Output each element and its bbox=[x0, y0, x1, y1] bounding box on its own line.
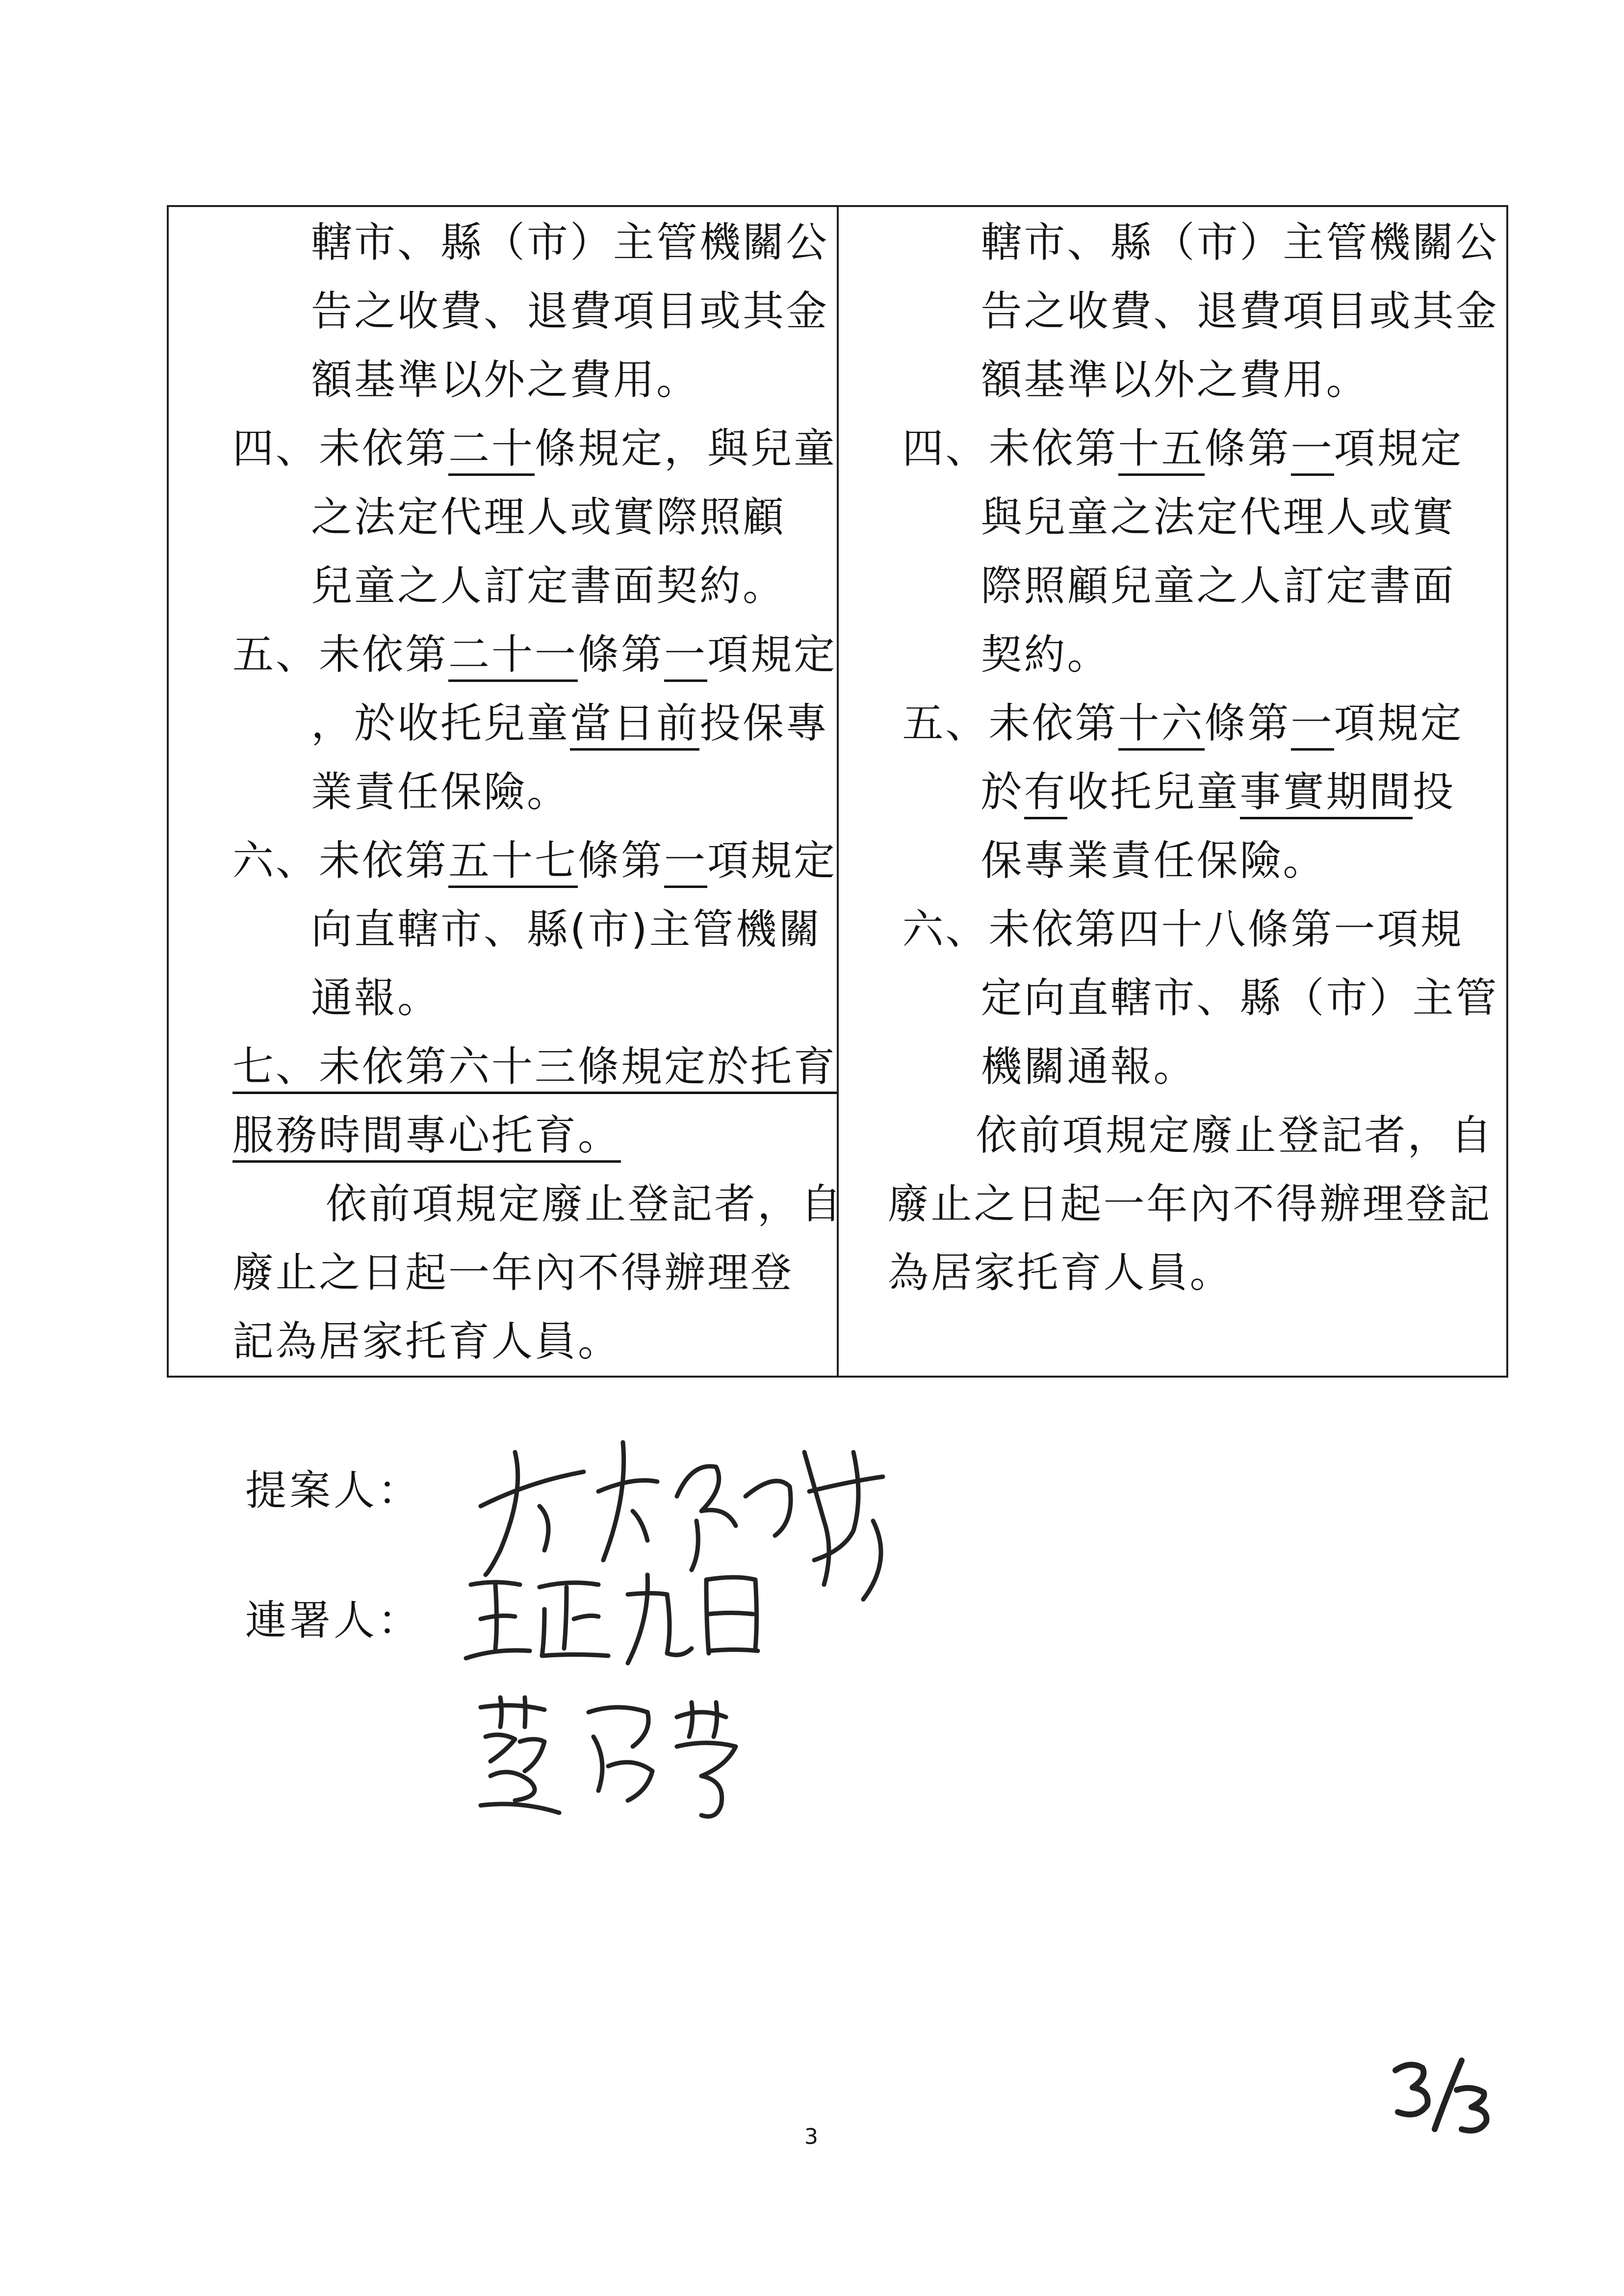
text-segment: 項規定 bbox=[1334, 699, 1464, 747]
underlined-amendment-text: 事實期間 bbox=[1240, 768, 1413, 819]
left-text-line bbox=[326, 1179, 844, 1228]
left-text-line bbox=[232, 1317, 621, 1366]
text-segment: 機關通報。 bbox=[980, 1043, 1197, 1091]
text-segment: ，於收托兒童 bbox=[311, 699, 570, 747]
text-segment: 告之收費、退費項目或其金 bbox=[311, 287, 829, 335]
text-segment: 條規定，與兒童 bbox=[535, 424, 837, 472]
text-segment: 際照顧兒童之人訂定書面 bbox=[980, 562, 1456, 610]
text-segment: 五、未依第 bbox=[902, 699, 1118, 747]
underlined-amendment-text: 當日前 bbox=[570, 699, 699, 751]
text-segment: 額基準以外之費用。 bbox=[980, 356, 1369, 404]
cosigner-signature-wang bbox=[461, 1565, 795, 1678]
table-column-right bbox=[839, 207, 1507, 1376]
right-text-line bbox=[888, 1248, 1233, 1297]
text-segment: 廢止之日起一年內不得辦理登記 bbox=[887, 1180, 1492, 1228]
underlined-amendment-text: 二十 bbox=[448, 424, 535, 476]
text-segment: 轄市、縣（市）主管機關公 bbox=[311, 218, 829, 266]
text-segment: 投保專 bbox=[699, 699, 829, 747]
text-segment: 契約。 bbox=[980, 630, 1110, 678]
text-segment: 六、未依第 bbox=[232, 836, 449, 885]
right-text-line bbox=[981, 767, 1456, 816]
right-text-line bbox=[902, 699, 1464, 748]
text-segment: 向直轄市、縣(市)主管機關 bbox=[311, 905, 822, 953]
text-segment: 條第 bbox=[1204, 699, 1291, 747]
left-text-line bbox=[232, 424, 837, 473]
right-text-line bbox=[902, 424, 1464, 473]
right-text-line bbox=[981, 287, 1499, 336]
text-segment: 五、未依第 bbox=[232, 630, 449, 678]
underlined-amendment-text: 二十一 bbox=[448, 630, 578, 682]
underlined-amendment-text: 一 bbox=[1291, 424, 1334, 476]
right-text-line bbox=[981, 630, 1110, 679]
right-text-line bbox=[981, 561, 1456, 610]
underlined-amendment-text: 有 bbox=[1024, 768, 1067, 819]
text-segment: 之法定代理人或實際照顧 bbox=[311, 493, 786, 541]
left-text-line bbox=[311, 699, 829, 748]
text-segment: 四、未依第 bbox=[902, 424, 1118, 472]
text-segment: 兒童之人訂定書面契約。 bbox=[311, 562, 786, 610]
left-text-line bbox=[311, 973, 440, 1022]
left-text-line bbox=[311, 767, 570, 816]
underlined-amendment-text: 五十七 bbox=[448, 836, 578, 888]
text-segment: 於 bbox=[980, 768, 1024, 816]
left-text-line bbox=[311, 355, 699, 404]
text-segment: 項規定 bbox=[707, 836, 837, 885]
text-segment: 條第 bbox=[1204, 424, 1291, 472]
text-segment: 依前項規定廢止登記者，自 bbox=[976, 1111, 1494, 1159]
cosigner-signature-second bbox=[471, 1693, 804, 1830]
left-text-line bbox=[232, 1042, 837, 1091]
text-segment: 保專業責任保險。 bbox=[980, 836, 1326, 885]
text-segment: 收托兒童 bbox=[1067, 768, 1240, 816]
left-text-line bbox=[232, 836, 837, 885]
left-text-line bbox=[311, 287, 829, 336]
text-segment: 條第 bbox=[578, 630, 665, 678]
underlined-amendment-text: 一 bbox=[664, 836, 707, 888]
underlined-amendment-text: 七、未依第六十三條規定於托育 bbox=[232, 1043, 837, 1094]
right-text-line bbox=[981, 973, 1499, 1022]
left-text-line bbox=[311, 218, 829, 267]
right-text-line bbox=[981, 218, 1499, 267]
right-text-line bbox=[981, 836, 1326, 885]
underlined-amendment-text: 十五 bbox=[1118, 424, 1205, 476]
table-column-left bbox=[169, 207, 844, 1376]
right-text-line bbox=[976, 1111, 1494, 1160]
underlined-amendment-text: 服務時間專心托育。 bbox=[232, 1111, 621, 1163]
underlined-amendment-text: 一 bbox=[664, 630, 707, 682]
text-segment: 記為居家托育人員。 bbox=[232, 1317, 621, 1365]
text-segment: 轄市、縣（市）主管機關公 bbox=[980, 218, 1499, 266]
right-text-line bbox=[981, 1042, 1197, 1091]
right-text-line bbox=[981, 493, 1456, 542]
text-segment: 項規定 bbox=[707, 630, 837, 678]
text-segment: 投 bbox=[1412, 768, 1456, 816]
left-text-line bbox=[311, 493, 786, 542]
page-number: 3 bbox=[804, 2124, 818, 2149]
handwritten-page-mark bbox=[1388, 2056, 1501, 2139]
text-segment: 四、未依第 bbox=[232, 424, 449, 472]
left-text-line bbox=[232, 630, 837, 679]
text-segment: 業責任保險。 bbox=[311, 768, 570, 816]
left-text-line bbox=[311, 561, 786, 610]
left-text-line bbox=[232, 1248, 794, 1297]
right-text-line bbox=[902, 905, 1464, 954]
text-segment: 六、未依第四十八條第一項規 bbox=[902, 905, 1464, 953]
text-segment: 告之收費、退費項目或其金 bbox=[980, 287, 1499, 335]
text-segment: 項規定 bbox=[1334, 424, 1464, 472]
cosigner-label: 連署人： bbox=[245, 1596, 422, 1644]
left-text-line bbox=[311, 905, 822, 954]
proposer-label: 提案人： bbox=[245, 1466, 422, 1514]
comparison-table bbox=[167, 205, 1508, 1378]
right-text-line bbox=[888, 1179, 1492, 1228]
left-text-line bbox=[232, 1111, 621, 1160]
text-segment: 為居家托育人員。 bbox=[887, 1249, 1233, 1297]
right-text-line bbox=[981, 355, 1369, 404]
underlined-amendment-text: 十六 bbox=[1118, 699, 1205, 751]
text-segment: 定向直轄市、縣（市）主管 bbox=[980, 974, 1499, 1022]
text-segment: 廢止之日起一年內不得辦理登 bbox=[232, 1249, 794, 1297]
text-segment: 與兒童之法定代理人或實 bbox=[980, 493, 1456, 541]
underlined-amendment-text: 一 bbox=[1291, 699, 1334, 751]
text-segment: 依前項規定廢止登記者，自 bbox=[326, 1180, 844, 1228]
text-segment: 通報。 bbox=[311, 974, 441, 1022]
text-segment: 條第 bbox=[578, 836, 665, 885]
text-segment: 額基準以外之費用。 bbox=[311, 356, 700, 404]
